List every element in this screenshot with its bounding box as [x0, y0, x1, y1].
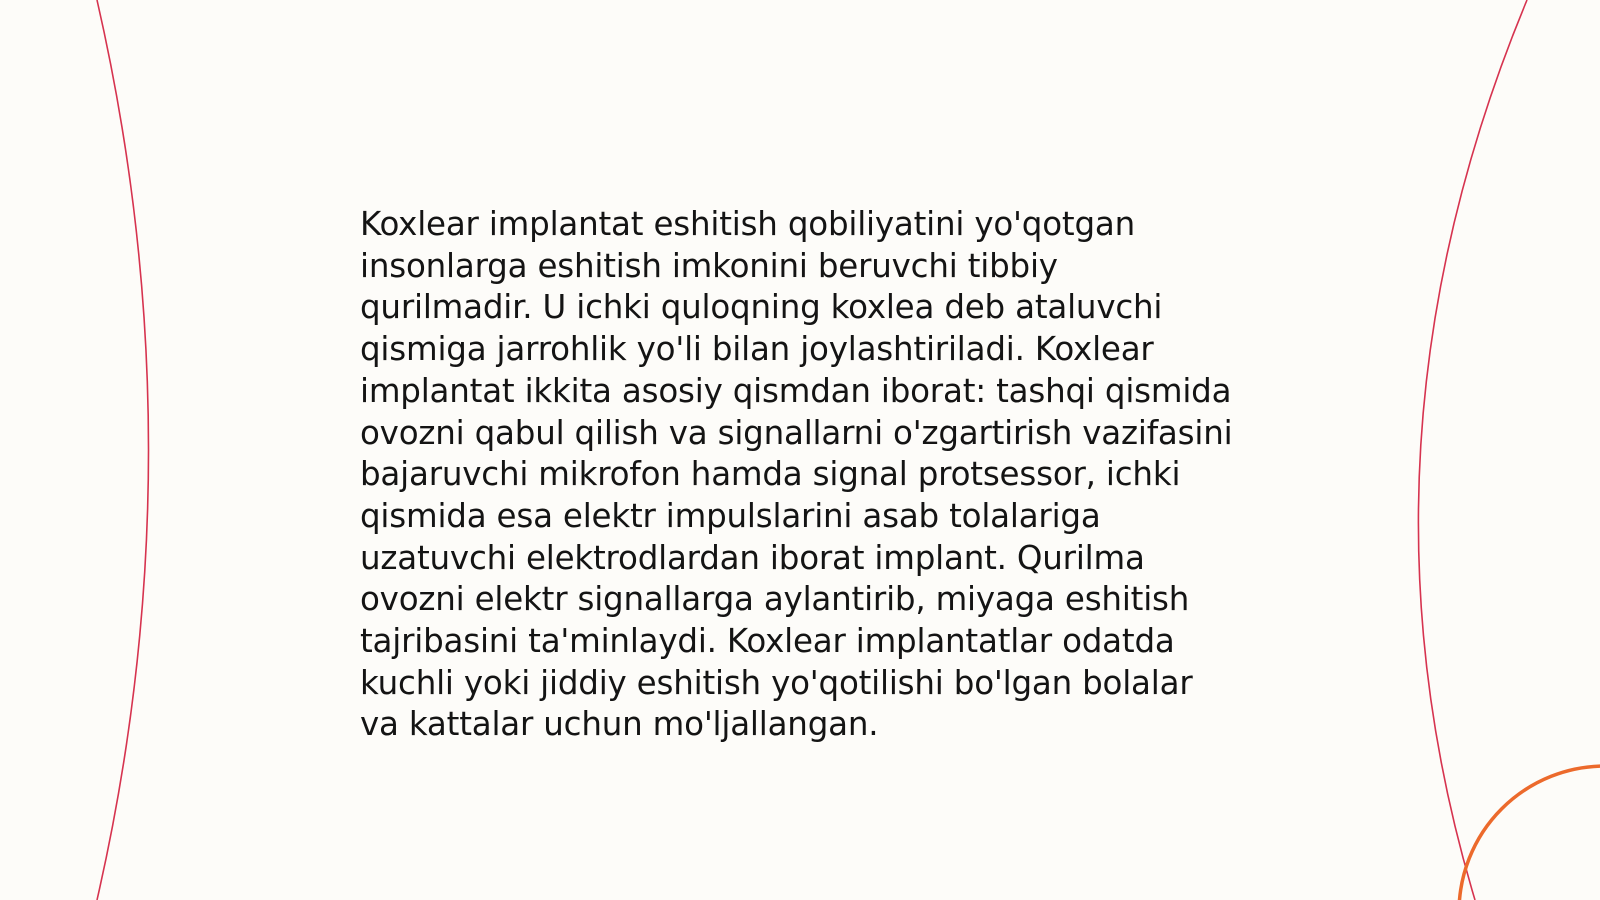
right-arc-line [1418, 0, 1527, 900]
left-arc-line [97, 0, 149, 900]
accent-circle [1459, 766, 1600, 900]
body-paragraph: Koxlear implantat eshitish qobiliyatini yo'qotgan insonlarga eshitish imkonini beruvchi tibbiy qurilmadir. U ichki quloqning koxlea deb ataluvchi qismiga jarrohlik yo'li bilan joylashtiriladi. Koxlear implantat ikkita asosiy qismdan iborat: tashqi qismida ovozni qabul qilish va signallarni o'zgartirish vazifasini bajaruvchi mikrofon hamda signal protsessor, ichki qismida esa elektr impulslarini asab tolalariga uzatuvchi elektrodlardan iborat implant. Qurilma ovozni elektr signallarga aylantirib, miyaga eshitish tajribasini ta'minlaydi. Koxlear implantatlar odatda kuchli yoki jiddiy eshitish yo'qotilishi bo'lgan bolalar va kattalar uchun mo'ljallangan. [360, 205, 1233, 744]
